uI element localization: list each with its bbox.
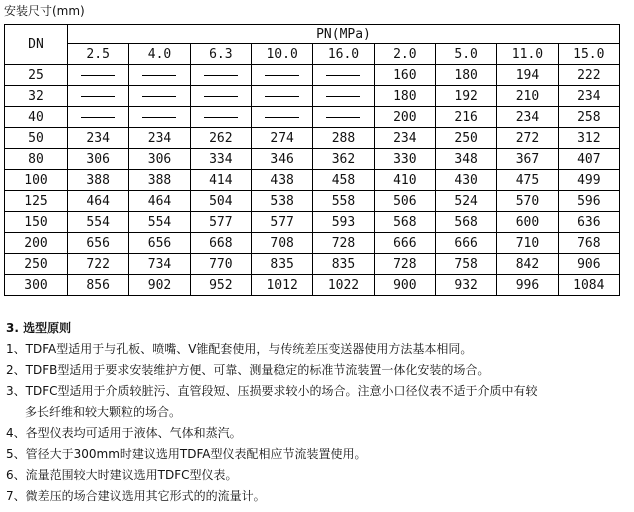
note-item: 5、管径大于300mm时建议选用TDFA型仪表配相应节流装置使用。: [6, 447, 367, 461]
table-header: [5, 25, 620, 65]
installation-dimensions-table: [4, 24, 620, 296]
pn-value-header: 6.3: [190, 44, 251, 65]
dash-mark: [81, 96, 115, 97]
value-cell: 388: [129, 170, 190, 191]
value-cell: 506: [374, 191, 435, 212]
empty-cell: [190, 107, 251, 128]
value-cell: 414: [190, 170, 251, 191]
pn-value-header: 2.0: [374, 44, 435, 65]
value-cell: 430: [435, 170, 496, 191]
value-cell: 596: [558, 191, 619, 212]
pn-group-header: PN(MPa): [68, 25, 620, 44]
pn-value-header: 2.5: [68, 44, 129, 65]
value-cell: 288: [313, 128, 374, 149]
pn-value-header: 11.0: [497, 44, 558, 65]
value-cell: 250: [435, 128, 496, 149]
dash-mark: [142, 117, 176, 118]
note-item: 3、TDFC型适用于介质较脏污、直管段短、压损要求较小的场合。注意小口径仪表不适于介质中有较: [6, 384, 538, 398]
selection-principles: [6, 318, 628, 507]
dash-mark: [204, 117, 238, 118]
dn-cell: 40: [5, 107, 68, 128]
table-row: [5, 107, 620, 128]
value-cell: 388: [68, 170, 129, 191]
value-cell: 666: [374, 233, 435, 254]
value-cell: 262: [190, 128, 251, 149]
dash-mark: [81, 117, 115, 118]
value-cell: 475: [497, 170, 558, 191]
table-row: [5, 275, 620, 296]
value-cell: 577: [190, 212, 251, 233]
table-row: [5, 191, 620, 212]
dn-cell: 80: [5, 149, 68, 170]
value-cell: 464: [129, 191, 190, 212]
header-row-pn: [5, 25, 620, 44]
note-item: 6、流量范围较大时建议选用TDFC型仪表。: [6, 468, 238, 482]
value-cell: 312: [558, 128, 619, 149]
dash-mark: [326, 96, 360, 97]
value-cell: 996: [497, 275, 558, 296]
dash-mark: [326, 75, 360, 76]
notes-heading: 3. 选型原则: [6, 321, 72, 335]
value-cell: 234: [558, 86, 619, 107]
value-cell: 666: [435, 233, 496, 254]
pn-value-header: 4.0: [129, 44, 190, 65]
empty-cell: [190, 65, 251, 86]
empty-cell: [251, 86, 312, 107]
pn-value-header: 5.0: [435, 44, 496, 65]
value-cell: 234: [68, 128, 129, 149]
pn-value-header: 16.0: [313, 44, 374, 65]
dash-mark: [204, 96, 238, 97]
dn-cell: 32: [5, 86, 68, 107]
value-cell: 210: [497, 86, 558, 107]
note-item: 2、TDFB型适用于要求安装维护方便、可靠、测量稳定的标准节流装置一体化安装的场合。: [6, 363, 490, 377]
table-row: [5, 86, 620, 107]
value-cell: 770: [190, 254, 251, 275]
value-cell: 306: [129, 149, 190, 170]
value-cell: 900: [374, 275, 435, 296]
value-cell: 932: [435, 275, 496, 296]
value-cell: 710: [497, 233, 558, 254]
value-cell: 656: [129, 233, 190, 254]
dn-cell: 200: [5, 233, 68, 254]
value-cell: 499: [558, 170, 619, 191]
value-cell: 538: [251, 191, 312, 212]
value-cell: 194: [497, 65, 558, 86]
empty-cell: [68, 107, 129, 128]
value-cell: 636: [558, 212, 619, 233]
empty-cell: [190, 86, 251, 107]
value-cell: 668: [190, 233, 251, 254]
header-row-pn-values: [5, 44, 620, 65]
value-cell: 160: [374, 65, 435, 86]
value-cell: 600: [497, 212, 558, 233]
dash-mark: [326, 117, 360, 118]
note-item-continuation: 多长纤维和较大颗粒的场合。: [25, 405, 182, 419]
empty-cell: [68, 65, 129, 86]
value-cell: 334: [190, 149, 251, 170]
value-cell: 524: [435, 191, 496, 212]
value-cell: 200: [374, 107, 435, 128]
table-caption: 安装尺寸(mm): [4, 4, 85, 18]
dn-cell: 100: [5, 170, 68, 191]
note-item: 7、微差压的场合建议选用其它形式的的流量计。: [6, 489, 266, 503]
value-cell: 856: [68, 275, 129, 296]
empty-cell: [313, 107, 374, 128]
value-cell: 438: [251, 170, 312, 191]
value-cell: 464: [68, 191, 129, 212]
value-cell: 593: [313, 212, 374, 233]
dash-mark: [142, 96, 176, 97]
value-cell: 258: [558, 107, 619, 128]
empty-cell: [68, 86, 129, 107]
pn-value-header: 10.0: [251, 44, 312, 65]
value-cell: 1012: [251, 275, 312, 296]
value-cell: 722: [68, 254, 129, 275]
value-cell: 306: [68, 149, 129, 170]
value-cell: 835: [313, 254, 374, 275]
value-cell: 180: [435, 65, 496, 86]
empty-cell: [251, 107, 312, 128]
value-cell: 554: [68, 212, 129, 233]
dash-mark: [204, 75, 238, 76]
value-cell: 570: [497, 191, 558, 212]
value-cell: 272: [497, 128, 558, 149]
table-row: [5, 149, 620, 170]
value-cell: 234: [497, 107, 558, 128]
dash-mark: [265, 96, 299, 97]
table-row: [5, 128, 620, 149]
value-cell: 216: [435, 107, 496, 128]
empty-cell: [129, 107, 190, 128]
pn-value-header: 15.0: [558, 44, 619, 65]
empty-cell: [313, 86, 374, 107]
dn-cell: 25: [5, 65, 68, 86]
value-cell: 504: [190, 191, 251, 212]
value-cell: 274: [251, 128, 312, 149]
value-cell: 554: [129, 212, 190, 233]
empty-cell: [129, 65, 190, 86]
value-cell: 568: [435, 212, 496, 233]
value-cell: 656: [68, 233, 129, 254]
value-cell: 842: [497, 254, 558, 275]
value-cell: 346: [251, 149, 312, 170]
note-item: 4、各型仪表均可适用于液体、气体和蒸汽。: [6, 426, 242, 440]
dash-mark: [142, 75, 176, 76]
value-cell: 192: [435, 86, 496, 107]
table-row: [5, 65, 620, 86]
value-cell: 1022: [313, 275, 374, 296]
empty-cell: [251, 65, 312, 86]
table-row: [5, 212, 620, 233]
dash-mark: [81, 75, 115, 76]
empty-cell: [129, 86, 190, 107]
value-cell: 758: [435, 254, 496, 275]
value-cell: 362: [313, 149, 374, 170]
table-row: [5, 233, 620, 254]
value-cell: 558: [313, 191, 374, 212]
table-body: [5, 65, 620, 296]
note-item: 1、TDFA型适用于与孔板、喷嘴、V锥配套使用，与传统差压变送器使用方法基本相同。: [6, 342, 473, 356]
dn-cell: 250: [5, 254, 68, 275]
value-cell: 577: [251, 212, 312, 233]
value-cell: 708: [251, 233, 312, 254]
value-cell: 728: [374, 254, 435, 275]
value-cell: 234: [374, 128, 435, 149]
value-cell: 1084: [558, 275, 619, 296]
value-cell: 728: [313, 233, 374, 254]
value-cell: 330: [374, 149, 435, 170]
value-cell: 458: [313, 170, 374, 191]
dn-cell: 300: [5, 275, 68, 296]
dash-mark: [265, 75, 299, 76]
dash-mark: [265, 117, 299, 118]
value-cell: 734: [129, 254, 190, 275]
value-cell: 902: [129, 275, 190, 296]
value-cell: 348: [435, 149, 496, 170]
value-cell: 952: [190, 275, 251, 296]
value-cell: 768: [558, 233, 619, 254]
value-cell: 180: [374, 86, 435, 107]
value-cell: 222: [558, 65, 619, 86]
value-cell: 835: [251, 254, 312, 275]
value-cell: 906: [558, 254, 619, 275]
value-cell: 410: [374, 170, 435, 191]
value-cell: 367: [497, 149, 558, 170]
value-cell: 234: [129, 128, 190, 149]
empty-cell: [313, 65, 374, 86]
value-cell: 568: [374, 212, 435, 233]
dn-column-header: DN: [5, 25, 68, 65]
dn-cell: 150: [5, 212, 68, 233]
value-cell: 407: [558, 149, 619, 170]
table-row: [5, 170, 620, 191]
table-row: [5, 254, 620, 275]
dn-cell: 50: [5, 128, 68, 149]
dn-cell: 125: [5, 191, 68, 212]
